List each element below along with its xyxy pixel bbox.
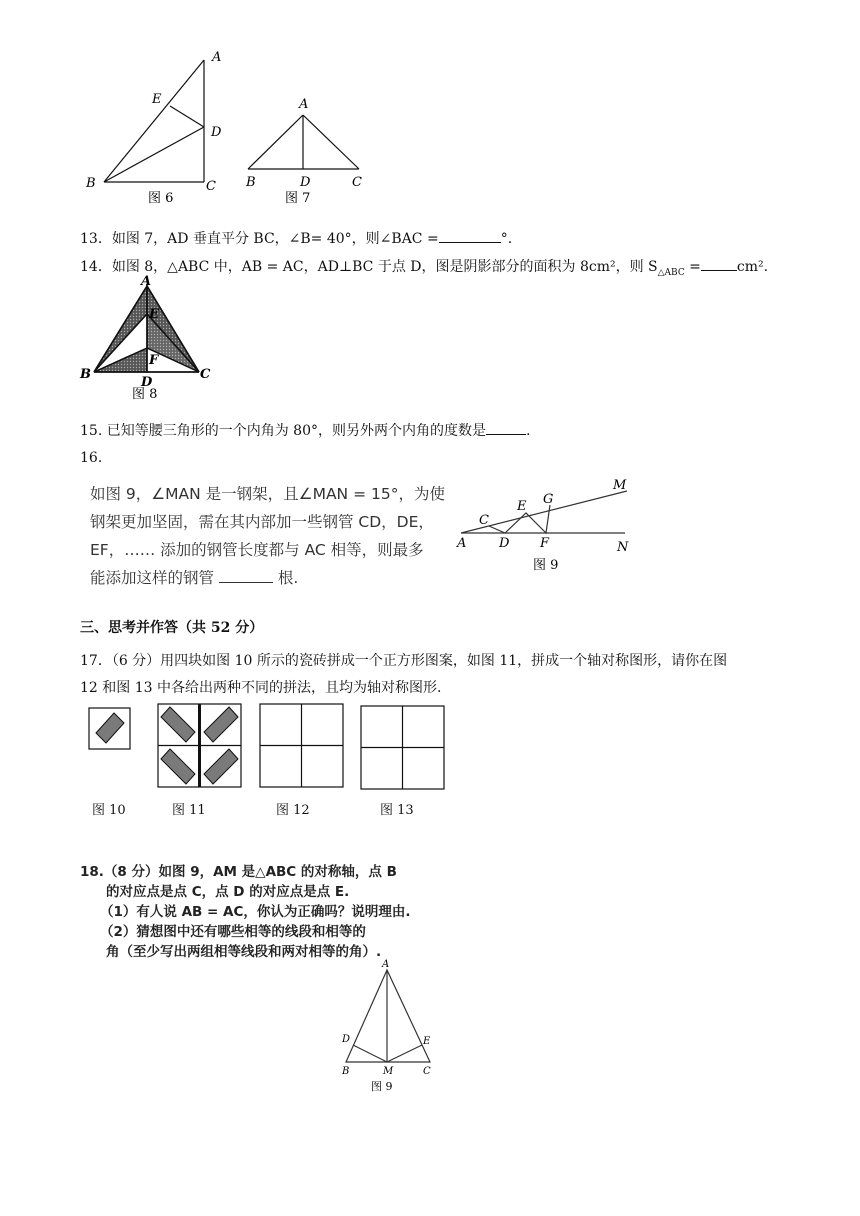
question-17: [80, 648, 727, 702]
question-13: [80, 228, 512, 248]
figure-13-grid[interactable]: [360, 705, 446, 791]
fig7-label-d: D: [300, 175, 311, 190]
fig6-label-d: D: [211, 125, 222, 140]
q13-tail: °.: [500, 231, 513, 247]
fig13-caption: 图 13: [380, 803, 414, 818]
q16-number: 16.: [80, 450, 103, 466]
fig9b-label-d: D: [342, 1034, 351, 1045]
fig8-label-d: D: [141, 375, 153, 390]
fig8-label-b: B: [80, 367, 91, 382]
q18-line-4: （2）猜想图中还有哪些相等的线段和相等的: [100, 924, 366, 940]
fig9b-label-a: A: [382, 959, 390, 970]
fig9a-caption: 图 9: [533, 558, 559, 573]
fig10-caption: 图 10: [92, 803, 126, 818]
fig8-label-a: A: [141, 274, 152, 289]
q16-line-1: 如图 9，∠MAN 是一钢架，且∠MAN = 15°，为使: [90, 485, 445, 503]
fig9a-label-g: G: [543, 492, 554, 507]
q18-line-1: 18.（8 分）如图 9，AM 是△ABC 的对称轴，点 B: [80, 864, 397, 880]
q16-line-4a: 能添加这样的钢管: [90, 569, 215, 587]
fig8-caption: 图 8: [132, 387, 158, 402]
q14-subscript: △ABC: [657, 267, 685, 278]
fig9a-label-f: F: [540, 536, 550, 551]
figure-8: [78, 276, 218, 401]
fig9b-label-b: B: [342, 1066, 350, 1077]
fig8-label-f: F: [149, 353, 159, 368]
fig6-label-b: B: [86, 176, 96, 191]
q15-answer-blank[interactable]: [486, 420, 526, 435]
q16-line-3: EF，…… 添加的钢管长度都与 AC 相等，则最多: [90, 541, 424, 559]
q18-line-2: 的对应点是点 C，点 D 的对应点是点 E.: [106, 884, 350, 900]
q16-line-4b: 根.: [277, 569, 299, 587]
fig11-caption: 图 11: [172, 803, 206, 818]
fig8-label-c: C: [200, 367, 211, 382]
question-15: [80, 420, 530, 440]
q14-text: 14．如图 8，△ABC 中，AB = AC，AD⊥BC 于点 D，图是阴影部分的面积为 8cm²，则 S: [80, 259, 658, 275]
fig7-label-a: A: [299, 97, 309, 112]
fig7-label-b: B: [246, 175, 256, 190]
q17-line-2: 12 和图 13 中各给出两种不同的拼法，且均为轴对称图形.: [80, 680, 442, 696]
fig9a-label-n: N: [617, 540, 629, 555]
q14-answer-blank[interactable]: [701, 256, 737, 271]
fig9a-label-a: A: [457, 536, 467, 551]
fig6-label-e: E: [152, 92, 162, 107]
fig9a-label-d: D: [499, 536, 510, 551]
q16-line-2: 钢架更加坚固，需在其内部加一些钢管 CD，DE，: [90, 513, 434, 531]
figure-7: [240, 95, 370, 210]
fig9a-label-m: M: [613, 478, 627, 493]
question-16-text: [90, 480, 450, 592]
section-3-title: 三、思考并作答（共 52 分）: [80, 620, 264, 636]
question-18: [80, 862, 411, 962]
fig6-caption: 图 6: [148, 191, 174, 206]
q17-line-1: 17．（6 分）用四块如图 10 所示的瓷砖拼成一个正方形图案，如图 11，拼成一个轴对称图形，请你在图: [80, 653, 728, 669]
fig9b-caption: 图 9: [371, 1080, 393, 1093]
figure-9-triangle: [335, 958, 445, 1098]
q15-text: 15. 已知等腰三角形的一个内角为 80°，则另外两个内角的度数是: [80, 423, 486, 439]
q18-line-5: 角（至少写出两组相等线段和两对相等的角）.: [106, 944, 382, 960]
q18-line-3: （1）有人说 AB = AC，你认为正确吗？说明理由.: [100, 904, 411, 920]
fig9a-label-e: E: [517, 499, 527, 514]
fig7-caption: 图 7: [285, 191, 311, 206]
q13-answer-blank[interactable]: [439, 228, 501, 243]
fig8-label-e: E: [149, 307, 159, 322]
fig12-caption: 图 12: [276, 803, 310, 818]
fig9a-label-c: C: [479, 513, 489, 528]
figure-9-steel-frame: [455, 475, 635, 580]
fig9b-label-c: C: [423, 1066, 431, 1077]
q14-tail: cm².: [736, 259, 769, 275]
q16-line-4: [90, 564, 450, 592]
fig9b-label-e: E: [423, 1036, 431, 1047]
fig6-label-a: A: [212, 50, 222, 65]
fig6-label-c: C: [206, 179, 216, 194]
q13-text: 13．如图 7，AD 垂直平分 BC，∠B= 40°，则∠BAC =: [80, 231, 439, 247]
figure-12-grid[interactable]: [259, 703, 345, 789]
fig7-label-c: C: [352, 175, 362, 190]
figure-10-tile: [88, 707, 132, 751]
q14-mid: =: [684, 259, 701, 275]
q15-tail: .: [525, 423, 531, 439]
q16-answer-blank[interactable]: [219, 568, 273, 583]
fig9b-label-m: M: [383, 1066, 394, 1077]
figure-6: [80, 45, 240, 205]
figure-11-pattern: [157, 703, 243, 789]
